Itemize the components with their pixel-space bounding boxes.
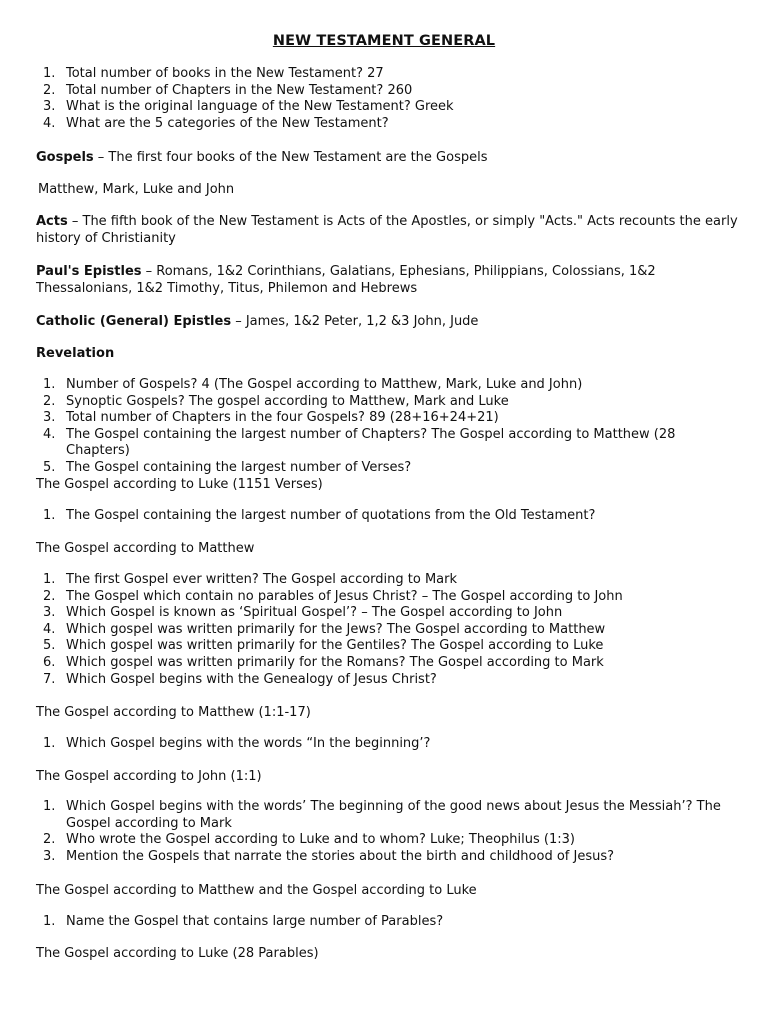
list-number: 7.: [43, 671, 56, 687]
list-number: 4.: [43, 426, 56, 442]
list-item: [36, 832, 736, 849]
list-number: 2.: [43, 588, 56, 604]
list-number: 3.: [43, 605, 56, 621]
question-list-2: [36, 377, 736, 477]
catholic-epistles-paragraph: [36, 313, 742, 330]
catholic-epistles-text: – James, 1&2 Peter, 1,2 &3 John, Jude: [231, 314, 479, 329]
list-item: [36, 914, 736, 931]
acts-text: – The fifth book of the New Testament is Acts of the Apostles, or simply "Acts." Acts recounts the early history of Christianity: [36, 214, 738, 246]
list-number: 2.: [43, 832, 56, 848]
list-item-text: Mention the Gospels that narrate the stories about the birth and childhood of Jesus?: [66, 848, 615, 864]
list-item-text: Which gospel was written primarily for the Gentiles? The Gospel according to Luke: [66, 638, 604, 654]
list-number: 3.: [43, 848, 56, 864]
list-item: [36, 736, 736, 753]
list-number: 3.: [43, 99, 56, 115]
list-item-text: Total number of Chapters in the four Gospels? 89 (28+16+24+21): [66, 410, 499, 426]
list-number: 4.: [43, 115, 56, 131]
list-item: [36, 83, 736, 100]
question-list-4: [36, 572, 736, 688]
list-item: [36, 638, 736, 655]
list-item-text: Name the Gospel that contains large number of Parables?: [66, 914, 444, 929]
answer-text: The Gospel according to Luke (28 Parables): [36, 946, 319, 961]
list-item: [36, 655, 736, 672]
question-list-3: [36, 508, 736, 525]
list-number: 4.: [43, 621, 56, 637]
list-number: 3.: [43, 410, 56, 426]
list-number: 1.: [43, 508, 56, 523]
list-item: [36, 605, 736, 622]
list-item-text: Which Gospel is known as ‘Spiritual Gospel’? – The Gospel according to John: [66, 605, 563, 621]
list-item: [36, 460, 736, 477]
list-number: 5.: [43, 459, 56, 475]
answer-text: The Gospel according to Luke (1151 Verses): [36, 477, 323, 492]
list-item: [36, 849, 736, 866]
list-item-text: Which Gospel begins with the words’ The beginning of the good news about Jesus the Messiah’? The Gospel according to Mark: [66, 799, 721, 831]
list-item-text: What are the 5 categories of the New Testament?: [66, 115, 389, 131]
question-list-7: [36, 914, 736, 931]
question-list-5: [36, 736, 736, 753]
list-item-text: Which gospel was written primarily for the Jews? The Gospel according to Matthew: [66, 621, 606, 637]
list-number: 1.: [43, 736, 56, 751]
list-item-text: The first Gospel ever written? The Gospel according to Mark: [66, 572, 458, 587]
answer-text: The Gospel according to Matthew and the Gospel according to Luke: [36, 883, 477, 898]
list-item-text: The Gospel containing the largest number of Verses?: [66, 459, 412, 475]
acts-label: Acts: [36, 214, 68, 229]
acts-paragraph: [36, 213, 742, 247]
answer-text: The Gospel according to Matthew (1:1-17): [36, 705, 311, 720]
revelation-label: Revelation: [36, 346, 115, 361]
list-item-text: Who wrote the Gospel according to Luke and to whom? Luke; Theophilus (1:3): [66, 832, 575, 848]
list-item-text: Which gospel was written primarily for the Romans? The Gospel according to Mark: [66, 654, 604, 670]
revelation-heading: [36, 345, 742, 362]
list-item-text: The Gospel which contain no parables of Jesus Christ? – The Gospel according to John: [66, 588, 623, 604]
list-item-text: Which Gospel begins with the words “In the beginning’?: [66, 736, 431, 751]
gospel-names: Matthew, Mark, Luke and John: [38, 182, 235, 197]
list-number: 1.: [43, 66, 56, 81]
pauls-epistles-text: – Romans, 1&2 Corinthians, Galatians, Ephesians, Philippians, Colossians, 1&2 Thessalonians, 1&2 Timothy, Titus, Philemon and Hebrews: [36, 264, 656, 296]
list-number: 5.: [43, 638, 56, 654]
list-item-text: Synoptic Gospels? The gospel according to Matthew, Mark and Luke: [66, 393, 509, 409]
list-item: [36, 99, 736, 116]
list-item-text: Number of Gospels? 4 (The Gospel according to Matthew, Mark, Luke and John): [66, 377, 583, 392]
list-item: [36, 508, 736, 525]
list-item: [36, 572, 736, 589]
list-number: 1.: [43, 572, 56, 587]
list-item: [36, 672, 736, 689]
gospels-text: – The first four books of the New Testament are the Gospels: [93, 150, 488, 165]
gospels-label: Gospels: [36, 150, 94, 165]
list-item: [36, 799, 736, 832]
list-item: [36, 589, 736, 606]
page-title: NEW TESTAMENT GENERAL: [272, 33, 496, 49]
list-item-text: The Gospel containing the largest number of Chapters? The Gospel according to Matthew (28 Chapters): [66, 426, 676, 459]
question-list-1: [36, 66, 736, 132]
list-number: 6.: [43, 654, 56, 670]
list-number: 1.: [43, 799, 56, 814]
list-item-text: What is the original language of the New Testament? Greek: [66, 99, 454, 115]
list-number: 1.: [43, 377, 56, 392]
list-item-text: Total number of books in the New Testament? 27: [66, 66, 384, 81]
list-item-text: The Gospel containing the largest number of quotations from the Old Testament?: [66, 508, 596, 523]
list-item-text: Which Gospel begins with the Genealogy of Jesus Christ?: [66, 671, 437, 687]
list-item: [36, 377, 736, 394]
list-item: [36, 66, 736, 83]
list-item: [36, 410, 736, 427]
pauls-epistles-paragraph: [36, 263, 742, 297]
question-list-6: [36, 799, 736, 865]
gospels-paragraph: [36, 149, 742, 166]
list-item: [36, 427, 736, 460]
answer-text: The Gospel according to Matthew: [36, 541, 255, 556]
catholic-epistles-label: Catholic (General) Epistles: [36, 314, 232, 329]
list-number: 1.: [43, 914, 56, 929]
list-item: [36, 394, 736, 411]
answer-text: The Gospel according to John (1:1): [36, 769, 262, 784]
list-item: [36, 116, 736, 133]
list-number: 2.: [43, 82, 56, 98]
list-number: 2.: [43, 393, 56, 409]
list-item: [36, 622, 736, 639]
list-item-text: Total number of Chapters in the New Testament? 260: [66, 82, 413, 98]
pauls-epistles-label: Paul's Epistles: [36, 264, 142, 279]
